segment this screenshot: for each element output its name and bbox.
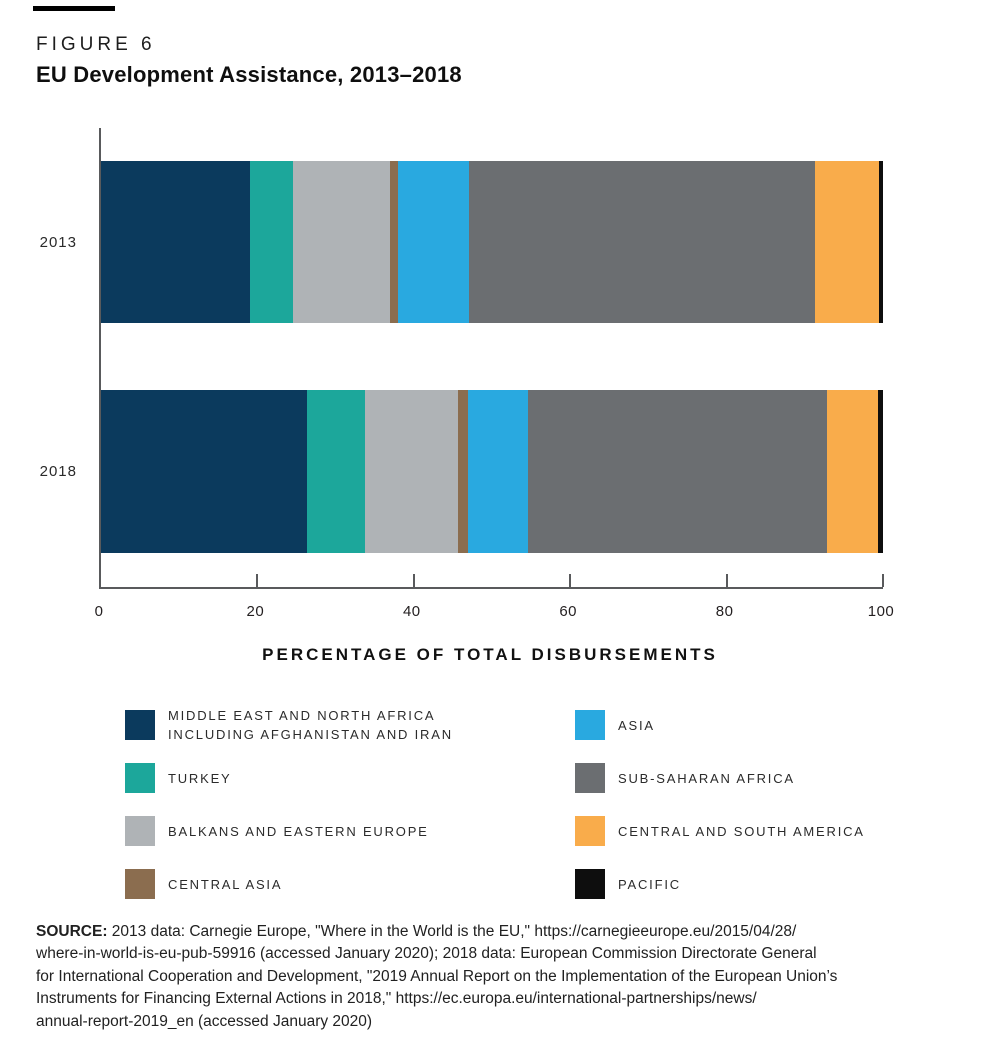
x-tick-80 xyxy=(726,574,728,587)
x-tick-100 xyxy=(882,574,884,587)
legend-item-pacific xyxy=(575,869,1000,899)
legend-item-turkey xyxy=(125,763,565,793)
x-tick-60 xyxy=(569,574,571,587)
legend-column-left xyxy=(125,710,565,922)
legend-item-central-and-south-america xyxy=(575,816,1000,846)
x-tick-label-20: 20 xyxy=(246,603,265,620)
year-label-2018: 2018 xyxy=(39,463,77,480)
figure-title: EU Development Assistance, 2013–2018 xyxy=(36,62,462,87)
legend-swatch-icon xyxy=(575,816,605,846)
plot-area xyxy=(99,128,883,589)
source-line: Instruments for Financing External Actions in 2018," https://ec.europa.eu/international-partnerships/news/ xyxy=(36,990,757,1008)
legend-swatch-icon xyxy=(575,710,605,740)
bar-segment-2013-central-asia xyxy=(390,161,398,323)
source-line xyxy=(36,921,976,943)
legend-label: MIDDLE EAST AND NORTH AFRICA INCLUDING AFGHANISTAN AND IRAN xyxy=(168,708,453,742)
x-tick-label-100: 100 xyxy=(867,603,895,620)
source-line: annual-report-2019_en (accessed January 2020) xyxy=(36,1012,373,1030)
legend-label: CENTRAL AND SOUTH AMERICA xyxy=(618,823,865,839)
source-note xyxy=(36,921,976,1033)
legend-swatch-icon xyxy=(125,710,155,740)
legend-item-middle-east-and-north-africa-including-afghanistan-and-iran xyxy=(125,710,565,740)
legend-label: PACIFIC xyxy=(618,876,681,892)
bar-segment-2013-middle-east-and-north-africa-including-afghanistan-and-iran xyxy=(101,161,250,323)
year-label-2013: 2013 xyxy=(39,234,77,251)
legend-label: TURKEY xyxy=(168,770,232,786)
legend-label: SUB-SAHARAN AFRICA xyxy=(618,770,795,786)
bar-segment-2018-pacific xyxy=(878,390,883,553)
x-tick-label-80: 80 xyxy=(715,603,734,620)
bar-2018 xyxy=(101,390,883,553)
source-line: for International Cooperation and Development, "2019 Annual Report on the Implementation of the European Union’s xyxy=(36,967,838,985)
source-line-text: 2013 data: Carnegie Europe, "Where in the World is the EU," https://carnegieeurope.eu/2015/04/28/ xyxy=(111,923,797,940)
legend-item-asia xyxy=(575,710,1000,740)
source-label: SOURCE: xyxy=(36,923,108,940)
x-tick-40 xyxy=(413,574,415,587)
figure-rule xyxy=(33,6,115,11)
x-tick-label-0: 0 xyxy=(94,603,104,620)
legend-swatch-icon xyxy=(575,763,605,793)
bar-segment-2013-sub-saharan-africa xyxy=(469,161,815,323)
legend-swatch-icon xyxy=(575,869,605,899)
bar-segment-2018-balkans-and-eastern-europe xyxy=(365,390,458,553)
bar-2013 xyxy=(101,161,883,323)
bar-segment-2018-sub-saharan-africa xyxy=(528,390,828,553)
bar-segment-2013-balkans-and-eastern-europe xyxy=(293,161,390,323)
legend-label: CENTRAL ASIA xyxy=(168,876,283,892)
legend-label: BALKANS AND EASTERN EUROPE xyxy=(168,823,429,839)
legend-item-balkans-and-eastern-europe xyxy=(125,816,565,846)
legend-column-right xyxy=(575,710,1000,922)
legend-item-central-asia xyxy=(125,869,565,899)
x-axis-title: PERCENTAGE OF TOTAL DISBURSEMENTS xyxy=(262,645,718,664)
legend-item-sub-saharan-africa xyxy=(575,763,1000,793)
bar-segment-2018-central-asia xyxy=(458,390,468,553)
bar-segment-2018-turkey xyxy=(307,390,365,553)
source-line: where-in-world-is-eu-pub-59916 (accessed January 2020); 2018 data: European Commission Directorate General xyxy=(36,945,817,963)
legend-swatch-icon xyxy=(125,869,155,899)
bar-segment-2018-middle-east-and-north-africa-including-afghanistan-and-iran xyxy=(101,390,307,553)
legend-swatch-icon xyxy=(125,816,155,846)
x-tick-label-60: 60 xyxy=(559,603,578,620)
x-tick-20 xyxy=(256,574,258,587)
bar-segment-2013-asia xyxy=(398,161,468,323)
figure-label: FIGURE 6 xyxy=(36,34,156,55)
bar-segment-2013-central-and-south-america xyxy=(815,161,879,323)
legend-label: ASIA xyxy=(618,717,655,733)
x-tick-label-40: 40 xyxy=(402,603,421,620)
legend-swatch-icon xyxy=(125,763,155,793)
bar-segment-2018-asia xyxy=(468,390,528,553)
bar-segment-2013-turkey xyxy=(250,161,294,323)
bar-segment-2013-pacific xyxy=(879,161,883,323)
bar-segment-2018-central-and-south-america xyxy=(827,390,878,553)
